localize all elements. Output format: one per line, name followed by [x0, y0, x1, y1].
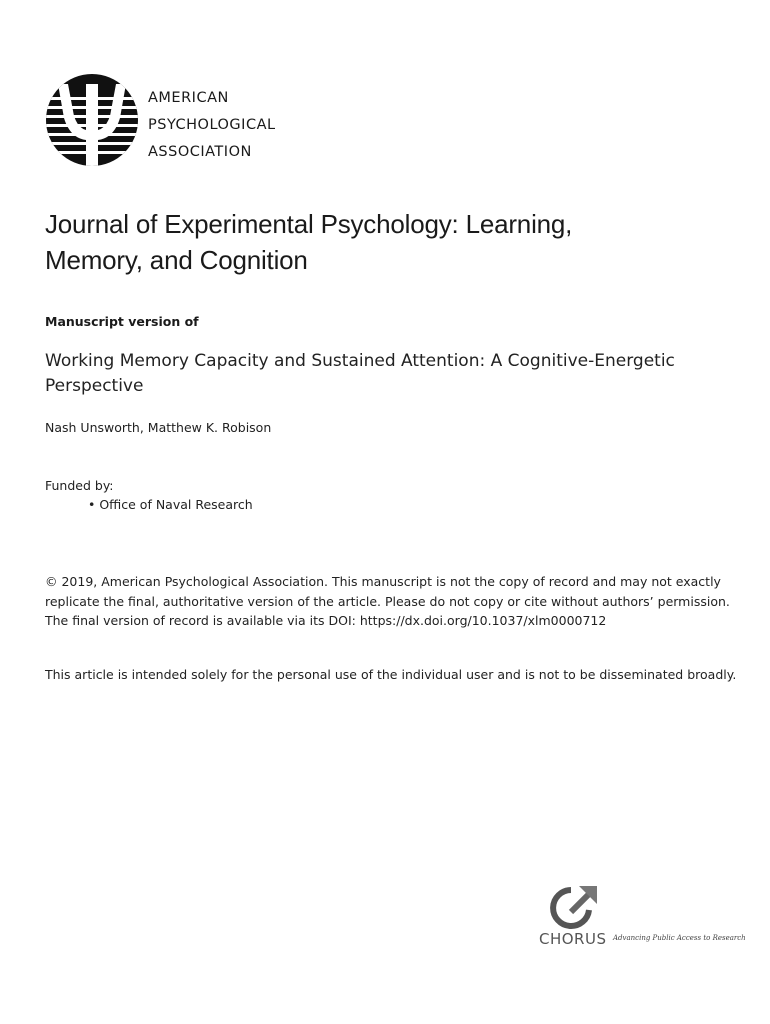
article-title	[45, 349, 685, 399]
article-title-line-1: Working Memory Capacity and Sustained Attention: A Cognitive-Energetic	[45, 351, 675, 371]
article-title-line-2: Perspective	[45, 376, 144, 396]
journal-title	[45, 206, 725, 278]
chorus-arrow-icon	[549, 884, 599, 930]
chorus-tagline: Advancing Public Access to Research	[613, 934, 746, 942]
funded-by-label: Funded by:	[45, 478, 114, 493]
copyright-line-3: The final version of record is available via its DOI: https://dx.doi.org/10.1037/xlm0000712	[45, 613, 607, 628]
publisher-name-line-3: ASSOCIATION	[148, 144, 252, 160]
authors: Nash Unsworth, Matthew K. Robison	[45, 420, 272, 435]
psi-logo-icon	[46, 72, 138, 168]
funder-item: • Office of Naval Research	[88, 497, 253, 512]
chorus-wordmark: CHORUS	[539, 930, 607, 948]
manuscript-label: Manuscript version of	[45, 314, 199, 329]
copyright-line-1: © 2019, American Psychological Association. This manuscript is not the copy of record and may not exactly	[45, 574, 721, 589]
journal-title-line-1: Journal of Experimental Psychology: Learning,	[45, 209, 573, 239]
journal-title-line-2: Memory, and Cognition	[45, 245, 308, 275]
publisher-name-line-2: PSYCHOLOGICAL	[148, 117, 276, 133]
copyright-notice	[45, 572, 735, 631]
copyright-line-2: replicate the final, authoritative version of the article. Please do not copy or cite without authors’ permission.	[45, 593, 730, 609]
publisher-name-line-1: AMERICAN	[148, 90, 229, 106]
publisher-name	[148, 84, 276, 165]
usage-disclaimer: This article is intended solely for the personal use of the individual user and is not to be disseminated broadly.	[45, 667, 737, 682]
